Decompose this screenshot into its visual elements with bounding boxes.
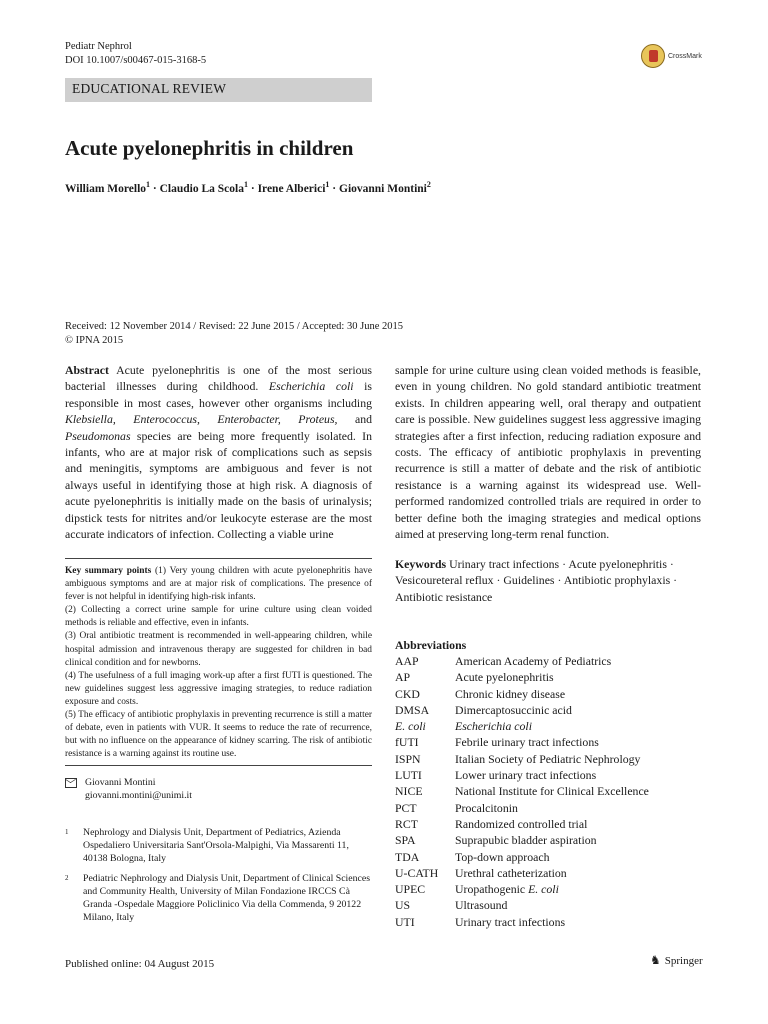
abstract-text: Acute pyelonephritis is one of the most serious bacterial illnesses during childhood. [65,363,372,394]
affiliation-text: Pediatric Nephrology and Dialysis Unit, Department of Clinical Sciences and Community Health, University of Milan Fondazione IRCCS Cà Granda -Ospedale Maggiore Policlinico Via della Commenda, 9 20122 Milano, Italy [83,873,371,924]
abbreviation: AAP [395,654,419,668]
crossmark-label: CrossMark [668,52,702,60]
abbreviation-definition: Urinary tract infections [455,914,566,929]
abbreviation-definition: American Academy of Pediatrics [455,654,612,668]
envelope-icon [65,778,77,788]
abbreviation-definition: Escherichia coli [455,719,532,734]
divider [65,765,372,766]
author-name[interactable]: Irene Alberici [257,182,326,195]
affiliation [65,872,373,924]
abbreviation-row [395,849,649,865]
abbreviation: NICE [395,784,423,799]
crossmark-badge[interactable] [641,44,702,68]
journal-name: Pediatr Nephrol [65,41,132,52]
abbreviation-definition: Acute pyelonephritis [455,670,554,685]
definition-text: E. coli [528,882,559,897]
abbreviation: RCT [395,816,418,831]
author-affiliation-mark: 2 [426,180,431,189]
abbreviation: fUTI [395,735,419,750]
abbreviation: TDA [395,849,420,864]
abbreviation-definition: Top-down approach [455,849,550,864]
publisher-logo [650,953,703,968]
knight-icon: ♞ [650,953,661,967]
abbreviation-definition: Lower urinary tract infections [455,768,597,783]
keywords-label: Keywords [395,557,447,571]
keywords [395,556,701,605]
abbreviation: CKD [395,686,420,701]
author-separator: · [247,182,258,195]
abbreviation-definition: Procalcitonin [455,800,518,815]
key-point: (3) Oral antibiotic treatment is recommended in well-appearing children, while hospital admission and intravenous therapy are suggested for children in bad clinical condition and for newborns. [65,631,372,668]
abbreviation-row [395,914,649,930]
abbreviation: E. coli [395,719,426,734]
abbreviation-row [395,702,649,718]
abbreviations-list [395,653,649,930]
abstract-text: sample for urine culture using clean voided methods is feasible, even in young children. No gold standard antibiotic treatment exists. In children appearing well, oral therapy and outpatient care is possible. New guidelines suggest less aggressive imaging strategies after a first infection, reducing radiation exposure and costs. The efficacy of antibiotic prophylaxis in preventing recurrence is still a matter of debate and the risk of antibiotic resistance is a warning against its widespread use. Well-performed randomized controlled trials are required in order to better define both the imaging strategies and medical options aimed at preserving long-term renal function. [395,363,701,542]
abbreviation-row [395,751,649,767]
doi[interactable]: DOI 10.1007/s00467-015-3168-5 [65,55,207,66]
affiliation-number: 1 [65,828,69,836]
abbreviation: DMSA [395,702,430,717]
author-affiliation-mark: 1 [243,180,248,189]
abstract-text: Pseudomonas [65,428,131,443]
abbreviation-definition: Febrile urinary tract infections [455,735,599,750]
abbreviation-row [395,800,649,816]
corresponding-email[interactable]: giovanni.montini@unimi.it [85,790,192,801]
author-affiliation-mark: 1 [325,180,330,189]
affiliation-number: 2 [65,874,69,882]
abbreviation-definition [455,881,559,897]
author-list [65,180,431,195]
author-affiliation-mark: 1 [146,180,151,189]
divider [65,558,372,559]
abstract-text: Escherichia coli [268,379,354,394]
abbreviation-row [395,865,649,881]
published-date: Published online: 04 August 2015 [65,958,215,970]
abstract-right-column [395,362,701,542]
key-points-label: Key summary points [65,566,152,576]
key-point: (1) Very young children with acute pyelonephritis have ambiguous symptoms and are at major risk of complications. The presence of fever is not helpful in identifying high-risk infants. [65,566,372,603]
key-point: (5) The efficacy of antibiotic prophylaxis in preventing recurrence is still a matter of debate, even in patients with VUR. It seems to reduce the rate of recurrence, but with no influence on the appearance of kidney scarring. The risk of antibiotic resistance is a warning against its routine use. [65,710,372,760]
abstract-text: species are being more frequently isolated. In infants, who are at major risk of complications such as sepsis and meningitis, symptoms are ambiguous and fever is not always useful in identifying those at high risk. A diagnosis of acute pyelonephritis is initially made on the basis of urinalysis; dipstick tests for nitrites and/or leukocyte esterase are the most accurate indicators of infection. Collecting a viable urine [65,428,372,542]
affiliation-text: Nephrology and Dialysis Unit, Department of Pediatrics, Azienda Ospedaliero Universitaria Sant'Orsola-Malpighi, Via Massarenti 11, 40138 Bologna, Italy [83,827,349,865]
abbreviation: ISPN [395,751,421,766]
abbreviation: SPA [395,833,416,848]
abstract-text: and [354,412,372,427]
abbreviation: PCT [395,800,417,815]
key-point: (2) Collecting a correct urine sample for urine culture using clean voided methods is reliable and effective, even in infants. [65,605,372,629]
abstract-left-column [65,362,372,542]
keywords-text: Urinary tract infections · Acute pyelonephritis · Vesicoureteral reflux · Guidelines · Antibiotic prophylaxis · Antibiotic resistance [395,557,678,604]
abbreviation-row [395,816,649,832]
abbreviation-definition: Dimercaptosuccinic acid [455,702,572,717]
abbreviation-row [395,686,649,702]
author-separator: · [150,182,160,195]
abbreviation-row [395,881,649,897]
article-dates [65,320,403,348]
article-type-label: EDUCATIONAL REVIEW [72,81,227,96]
abbreviation-row [395,832,649,848]
crossmark-icon [641,44,665,68]
corresponding-author: Giovanni Montini [85,777,156,788]
key-point: (4) The usefulness of a full imaging work-up after a first fUTI is questioned. The new guidelines suggest less aggressive imaging strategies, to reduce radiation exposure and costs. [65,670,372,707]
abbreviation: UPEC [395,882,426,897]
abstract-label: Abstract [65,363,109,377]
abbreviation-row [395,897,649,913]
abstract-text: is responsible in most cases, however other organisms including [65,379,372,410]
copyright: © IPNA 2015 [65,335,124,346]
definition-text: Uropathogenic [455,882,526,897]
abbreviation-row [395,783,649,799]
abbreviation: US [395,898,411,913]
article-title: Acute pyelonephritis in children [65,136,354,160]
abbreviations-heading: Abbreviations [395,638,467,652]
abbreviation-definition: Randomized controlled trial [455,816,588,831]
correspondence [65,776,192,802]
abbreviation-row [395,718,649,734]
abbreviation-row [395,734,649,750]
author-name[interactable]: Giovanni Montini [339,182,427,195]
abbreviation-definition: Ultrasound [455,898,508,913]
abstract-text: Klebsiella, Enterococcus, Enterobacter, Proteus, [65,412,338,427]
abbreviation-row [395,669,649,685]
abbreviation: UTI [395,914,415,929]
author-separator: · [329,182,339,195]
abbreviation-definition: Urethral catheterization [455,865,567,880]
abbreviation: LUTI [395,768,422,783]
abbreviation: AP [395,670,411,685]
author-name[interactable]: Claudio La Scola [159,182,244,195]
abbreviation-row [395,653,649,669]
abbreviation-definition: Chronic kidney disease [455,686,566,701]
abbreviation-definition: Suprapubic bladder aspiration [455,833,597,848]
article-history: Received: 12 November 2014 / Revised: 22 June 2015 / Accepted: 30 June 2015 [65,321,403,332]
key-summary-points [65,565,372,761]
abbreviation-definition: National Institute for Clinical Excellence [455,784,649,799]
abbreviation-definition: Italian Society of Pediatric Nephrology [455,751,641,766]
author-name[interactable]: William Morello [65,182,147,195]
abbreviation-row [395,767,649,783]
affiliation [65,826,373,865]
publisher-name: Springer [664,954,703,967]
abbreviation: U-CATH [395,865,439,880]
